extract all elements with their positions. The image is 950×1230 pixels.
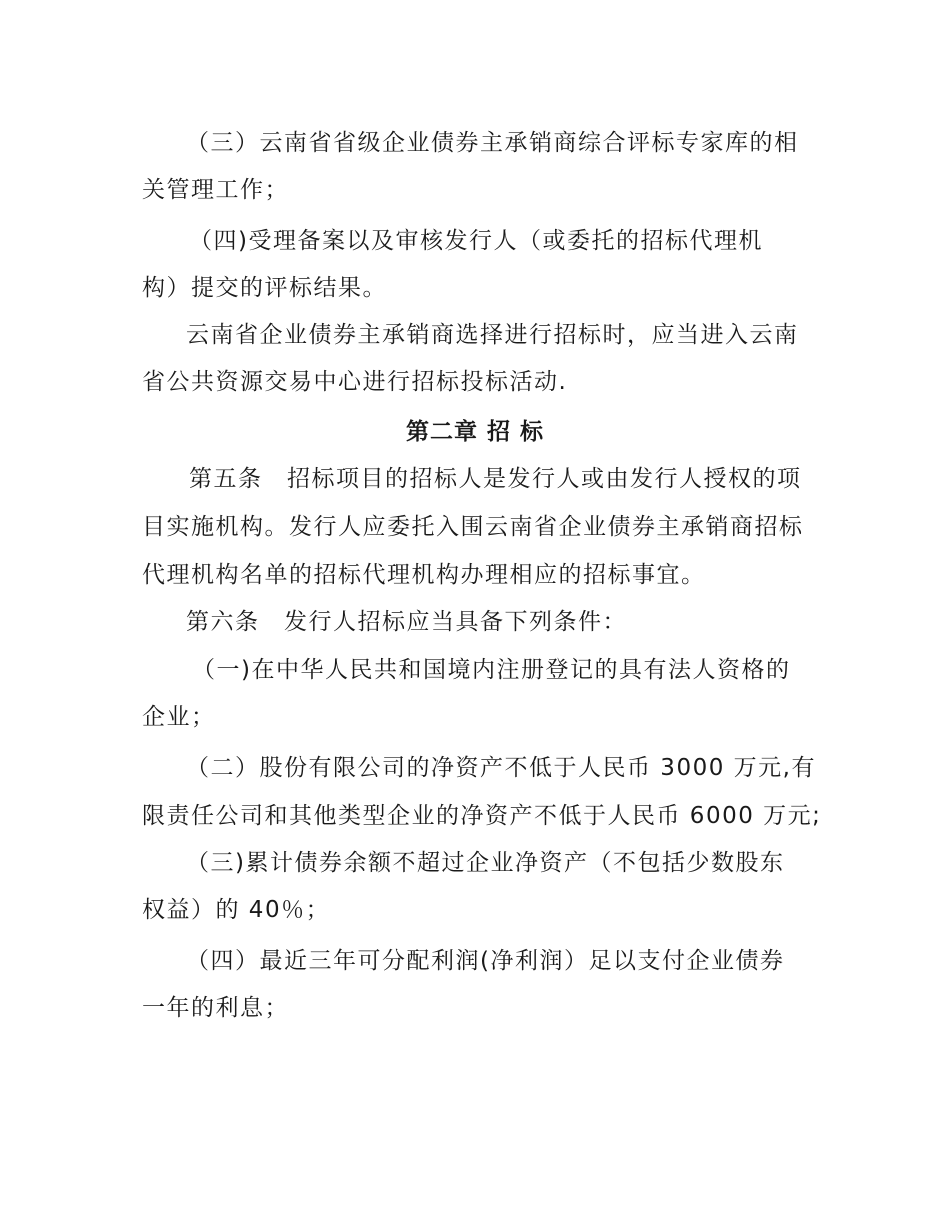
item-3-line-2: 关管理工作； bbox=[142, 177, 289, 203]
chapter-heading: 第二章 招 标 bbox=[405, 419, 544, 445]
condition-4-line-2: 一年的利息； bbox=[142, 995, 289, 1021]
item-4-line-2: 构）提交的评标结果。 bbox=[142, 275, 387, 301]
condition-2-line-2: 限责任公司和其他类型企业的净资产不低于人民币 6000 万元; bbox=[142, 803, 822, 829]
article-5-line-3: 代理机构名单的招标代理机构办理相应的招标事宜。 bbox=[142, 562, 706, 588]
item-4-line-1: （四)受理备案以及审核发行人（或委托的招标代理机 bbox=[189, 228, 763, 254]
condition-1-line-2: 企业； bbox=[142, 704, 216, 730]
condition-3-line-2: 权益）的 40％； bbox=[142, 897, 331, 923]
article-5-line-1: 第五条 招标项目的招标人是发行人或由发行人授权的项 bbox=[189, 466, 802, 492]
article-6-line-1: 第六条 发行人招标应当具备下列条件： bbox=[186, 609, 627, 635]
article-5-line-2: 目实施机构。发行人应委托入围云南省企业债券主承销商招标 bbox=[142, 514, 804, 540]
condition-4-line-1: （四）最近三年可分配利润(净利润）足以支付企业债券 bbox=[186, 948, 785, 974]
paragraph-line-2: 省公共资源交易中心进行招标投标活动. bbox=[142, 369, 568, 395]
condition-1-line-1: （一)在中华人民共和国境内注册登记的具有法人资格的 bbox=[192, 657, 791, 683]
item-3-line-1: （三）云南省省级企业债券主承销商综合评标专家库的相 bbox=[186, 130, 799, 156]
paragraph-line-1: 云南省企业债券主承销商选择进行招标时，应当进入云南 bbox=[186, 322, 799, 348]
condition-3-line-1: （三)累计债券余额不超过企业净资产（不包括少数股东 bbox=[186, 850, 785, 876]
condition-2-line-1: （二）股份有限公司的净资产不低于人民币 3000 万元,有 bbox=[186, 755, 816, 781]
